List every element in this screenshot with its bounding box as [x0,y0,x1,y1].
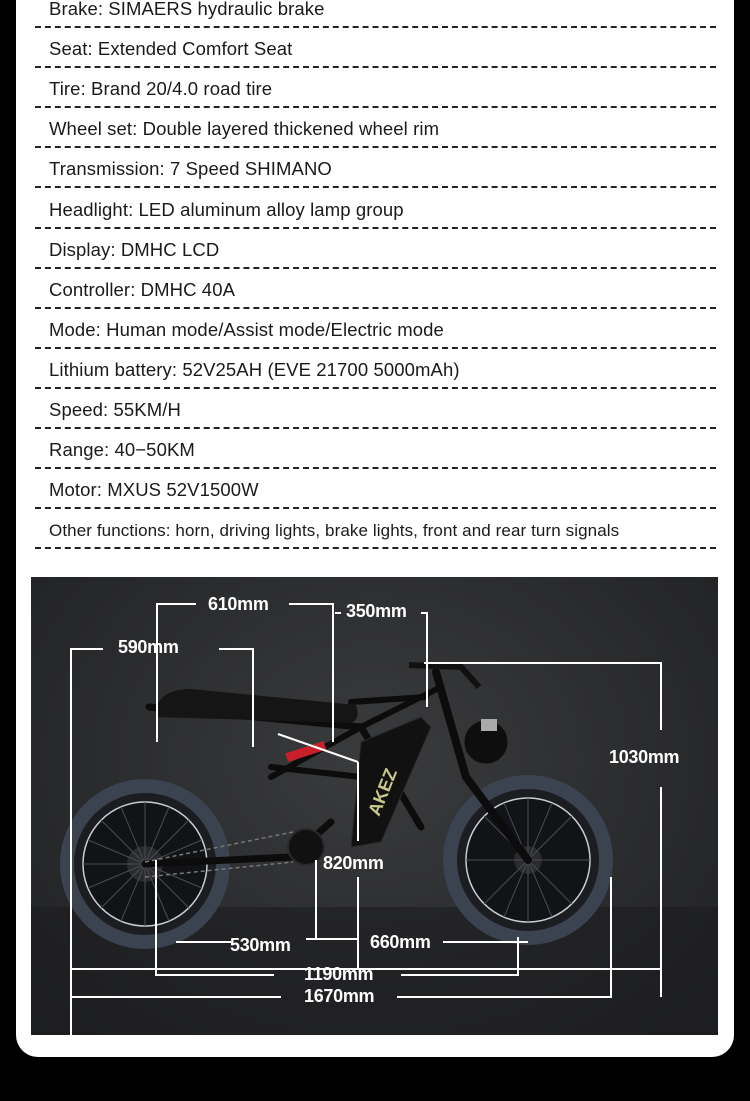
spec-row-display [35,229,716,269]
spec-row-wheel-set [35,108,716,148]
spec-row-other-functions [35,509,716,549]
spec-label: Speed: 55KM/H [49,399,181,421]
svg-text:AKEZ: AKEZ [364,765,402,819]
spec-label: Lithium battery: 52V25AH (EVE 21700 5000mAh) [49,358,460,380]
spec-label: Motor: MXUS 52V1500W [49,479,259,501]
spec-row-mode [35,309,716,349]
spec-label: Seat: Extended Comfort Seat [49,38,293,60]
spec-label: Display: DMHC LCD [49,238,220,260]
dimension-crank-offset: 530mm [230,935,291,955]
dimension-wheelbase: 1190mm [304,964,374,984]
spec-row-headlight [35,188,716,228]
spec-row-motor [35,469,716,509]
spec-row-transmission [35,148,716,188]
spec-label: Headlight: LED aluminum alloy lamp group [49,198,404,220]
spec-row-range [35,429,716,469]
spec-label: Tire: Brand 20/4.0 road tire [49,78,273,100]
bike-dimension-photo [31,577,718,1035]
spec-row-speed [35,389,716,429]
spec-label: Brake: SIMAERS hydraulic brake [49,0,325,20]
seat-icon [156,689,358,723]
spec-label: Transmission: 7 Speed SHIMANO [49,158,332,180]
headlight-icon [464,719,508,764]
dimension-overall-height: 1030mm [609,747,680,767]
handlebar-icon [409,665,479,687]
spec-label: Range: 40−50KM [49,439,195,461]
spec-label: Wheel set: Double layered thickened wheel rim [49,118,440,140]
spec-row-controller [35,269,716,309]
dimension-seat-length: 610mm [208,594,269,614]
dimension-rear-height: 590mm [118,637,179,657]
spec-row-brake [35,0,716,28]
crank-icon [288,829,324,865]
spec-row-seat [35,28,716,68]
spec-label: Controller: DMHC 40A [49,278,236,300]
spec-row-tire [35,68,716,108]
dimension-front-offset: 660mm [370,932,431,952]
spec-label: Other functions: horn, driving lights, brake lights, front and rear turn signals [49,521,620,541]
dimension-handlebar-reach: 350mm [346,601,407,621]
spec-label: Mode: Human mode/Assist mode/Electric mode [49,318,444,340]
dimension-seat-height: 820mm [323,853,384,873]
spec-row-battery [35,349,716,389]
spec-list [35,0,716,549]
dimension-overall-length: 1670mm [304,986,375,1006]
